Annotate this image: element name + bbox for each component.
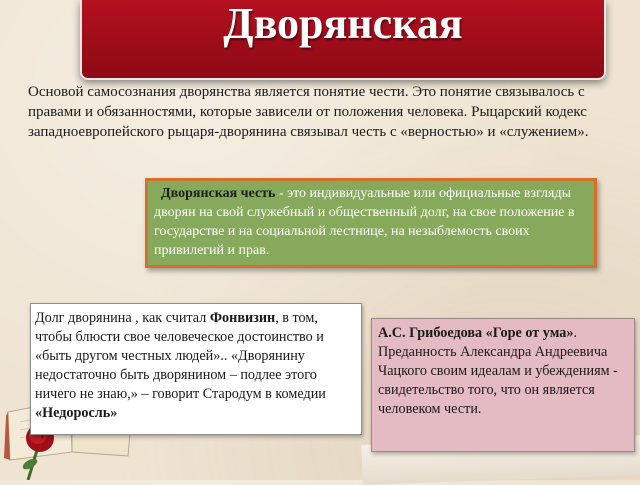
fonvizin-quote-box <box>30 303 362 435</box>
definition-term: Дворянская честь <box>161 186 276 201</box>
griboedov-heading: А.С. Грибоедова «Горе от ума» <box>378 325 574 341</box>
fonvizin-author: Фонвизин <box>209 310 276 326</box>
slide-title: Дворянская <box>223 0 463 48</box>
fonvizin-text-part1: Долг дворянина , как считал <box>35 310 210 326</box>
griboedov-text: . Преданность Александра Андреевича Чацкого своим идеалам и убеждениям - свидетельство того, что он является человеком чести. <box>378 325 618 417</box>
fonvizin-text-part2: , в том, чтобы блюсти свое человеческое достоинство и «быть другом честных людей».. «Дворянину недостаточно быть дворянином – подлее этого ничего не знаю,» – говорит Стародум в комедии <box>35 310 326 402</box>
definition-text: - это индивидуальные или официальные взгляды дворян на свой служебный и общественный долг, на свое положение в государстве и на социальной лестнице, на незыблемость своих привилегий и прав. <box>154 186 575 258</box>
griboedov-box <box>371 318 635 452</box>
title-banner <box>80 0 606 80</box>
intro-paragraph: Основой самосознания дворянства является понятие чести. Это понятие связывалось с правами и обязанностями, которые зависели от положения человека. Рыцарский кодекс западноевропейского рыцаря-дворянина связывал честь с «верностью» и «служением». <box>28 84 589 140</box>
fonvizin-work: «Недоросль» <box>35 405 118 421</box>
definition-box <box>145 178 597 268</box>
